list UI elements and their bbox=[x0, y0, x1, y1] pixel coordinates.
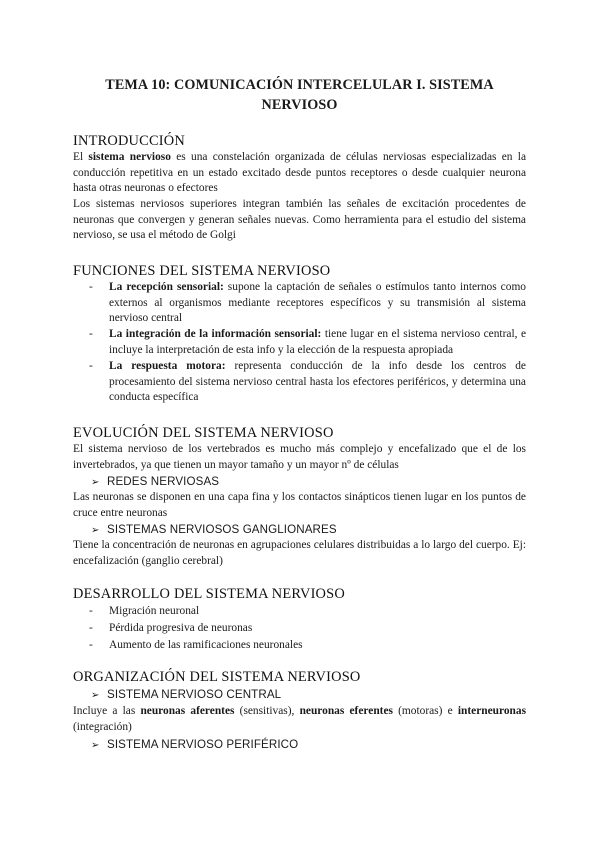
heading-evolucion: EVOLUCIÓN DEL SISTEMA NERVIOSO bbox=[73, 425, 334, 441]
intro-paragraph-1: El sistema nervioso es una constelación organizada de células nerviosas especializadas en la conducción repetitiva en un estado excitado desde puntos receptores o desde cualquier neurona hasta otras neuronas o efectores bbox=[73, 151, 526, 195]
heading-organizacion: ORGANIZACIÓN DEL SISTEMA NERVIOSO bbox=[73, 669, 361, 685]
list-item: - Pérdida progresiva de neuronas bbox=[89, 622, 253, 634]
intro-paragraph-2: Los sistemas nerviosos superiores integran también las señales de excitación procedentes de neuronas que convergen y generan señales nuevas. Como herramienta para el estudio del sistema nervioso, se usa el método de Golgi bbox=[73, 198, 526, 242]
heading-desarrollo: DESARROLLO DEL SISTEMA NERVIOSO bbox=[73, 586, 345, 602]
arrow-bullet-icon: ➢ bbox=[91, 477, 100, 488]
subheading-snc: ➢ SISTEMA NERVIOSO CENTRAL bbox=[91, 686, 281, 704]
organizacion-paragraph: Incluye a las neuronas aferentes (sensitivas), neuronas eferentes (motoras) e interneuronas (integración) bbox=[73, 705, 526, 733]
list-item: - La integración de la información sensorial: tiene lugar en el sistema nervioso central, e incluye la interpretación de esta info y la elección de la respuesta apropiada bbox=[89, 328, 526, 356]
arrow-bullet-icon: ➢ bbox=[91, 740, 100, 751]
heading-introduccion: INTRODUCCIÓN bbox=[73, 133, 185, 149]
evolucion-paragraph-2: Las neuronas se disponen en una capa fina y los contactos sinápticos tienen lugar en los puntos de cruce entre neuronas bbox=[73, 491, 526, 519]
subheading-snp: ➢ SISTEMA NERVIOSO PERIFÉRICO bbox=[91, 736, 298, 754]
evolucion-paragraph-3: Tiene la concentración de neuronas en agrupaciones celulares distribuidas a lo largo del cuerpo. Ej: encefalización (ganglio cerebral) bbox=[73, 539, 526, 567]
list-item: - La respuesta motora: representa conducción de la info desde los centros de procesamiento del sistema nervioso central hasta los efectores periféricos, y determina una conducta específica bbox=[89, 360, 526, 404]
list-item: - La recepción sensorial: supone la captación de señales o estímulos tanto internos como externos al organismos mediante receptores específicos y su transmisión al sistema nervioso central bbox=[89, 281, 526, 325]
term-sistema-nervioso: sistema nervioso bbox=[88, 151, 171, 163]
evolucion-paragraph-1: El sistema nervioso de los vertebrados es mucho más complejo y encefalizado que el de los invertebrados, ya que tienen un mayor tamaño y un mayor nº de células bbox=[73, 443, 526, 471]
page-title: TEMA 10: COMUNICACIÓN INTERCELULAR I. SISTEMA NERVIOSO bbox=[105, 77, 494, 113]
subheading-ganglionares: ➢ SISTEMAS NERVIOSOS GANGLIONARES bbox=[91, 521, 337, 539]
arrow-bullet-icon: ➢ bbox=[91, 690, 100, 701]
list-item: - Migración neuronal bbox=[89, 605, 200, 617]
heading-funciones: FUNCIONES DEL SISTEMA NERVIOSO bbox=[73, 263, 331, 279]
arrow-bullet-icon: ➢ bbox=[91, 525, 100, 536]
list-item: - Aumento de las ramificaciones neuronales bbox=[89, 639, 303, 651]
subheading-redes-nerviosas: ➢ REDES NERVIOSAS bbox=[91, 473, 219, 491]
